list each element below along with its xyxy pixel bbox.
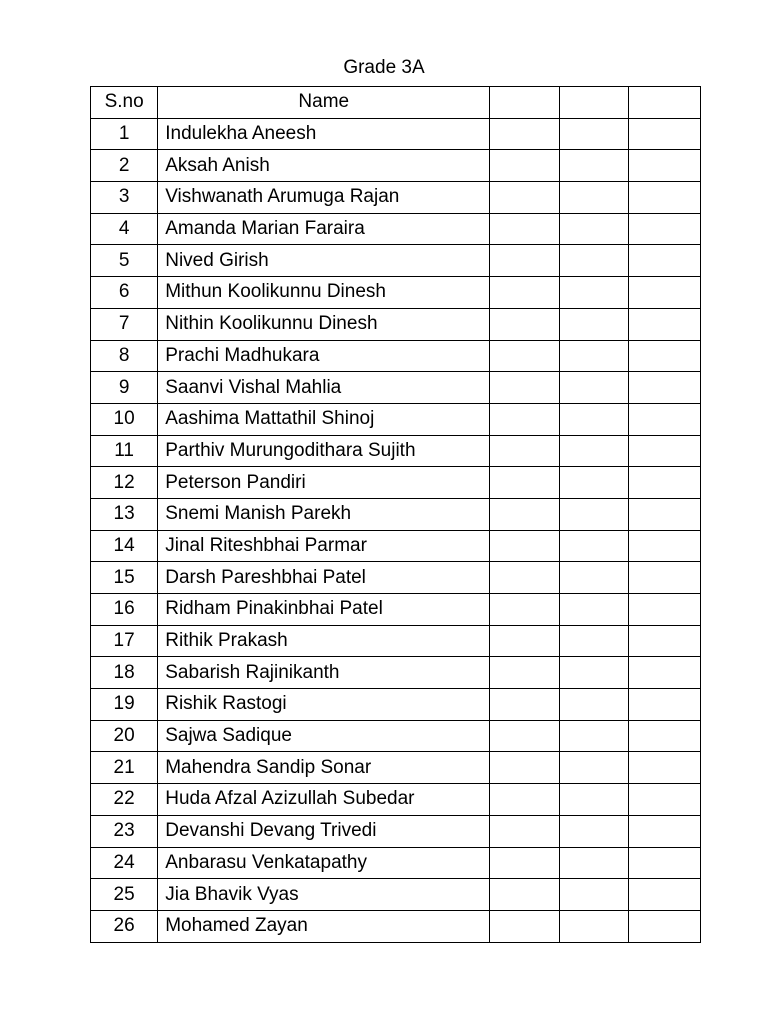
student-roster-table: [90, 86, 701, 943]
table-row: [91, 435, 701, 467]
row-blank-cell-2: [559, 182, 628, 214]
row-blank-cell-2: [559, 498, 628, 530]
row-name: Amanda Marian Faraira: [158, 213, 490, 245]
row-name: Rishik Rastogi: [158, 689, 490, 721]
table-row: [91, 277, 701, 309]
row-name: Darsh Pareshbhai Patel: [158, 562, 490, 594]
row-blank-cell-1: [490, 562, 559, 594]
row-sno: 20: [91, 720, 158, 752]
row-blank-cell-1: [490, 847, 559, 879]
row-blank-cell-3: [628, 308, 700, 340]
row-blank-cell-2: [559, 372, 628, 404]
row-sno: 16: [91, 594, 158, 626]
row-name: Devanshi Devang Trivedi: [158, 815, 490, 847]
table-row: [91, 213, 701, 245]
row-sno: 3: [91, 182, 158, 214]
row-blank-cell-1: [490, 625, 559, 657]
row-blank-cell-3: [628, 182, 700, 214]
row-name: Parthiv Murungodithara Sujith: [158, 435, 490, 467]
row-blank-cell-1: [490, 245, 559, 277]
row-sno: 19: [91, 689, 158, 721]
table-row: [91, 720, 701, 752]
row-blank-cell-3: [628, 467, 700, 499]
table-row: [91, 625, 701, 657]
row-blank-cell-3: [628, 594, 700, 626]
row-blank-cell-2: [559, 847, 628, 879]
row-blank-cell-3: [628, 340, 700, 372]
row-blank-cell-2: [559, 277, 628, 309]
row-sno: 7: [91, 308, 158, 340]
row-sno: 22: [91, 784, 158, 816]
row-blank-cell-3: [628, 625, 700, 657]
row-name: Mohamed Zayan: [158, 910, 490, 942]
header-sno: S.no: [91, 87, 158, 119]
row-sno: 15: [91, 562, 158, 594]
table-row: [91, 752, 701, 784]
row-blank-cell-2: [559, 118, 628, 150]
row-blank-cell-3: [628, 815, 700, 847]
row-blank-cell-2: [559, 403, 628, 435]
row-blank-cell-2: [559, 562, 628, 594]
row-blank-cell-2: [559, 308, 628, 340]
row-sno: 4: [91, 213, 158, 245]
row-blank-cell-3: [628, 720, 700, 752]
row-name: Peterson Pandiri: [158, 467, 490, 499]
row-sno: 21: [91, 752, 158, 784]
row-blank-cell-2: [559, 467, 628, 499]
row-name: Sabarish Rajinikanth: [158, 657, 490, 689]
row-blank-cell-1: [490, 435, 559, 467]
row-blank-cell-2: [559, 340, 628, 372]
table-row: [91, 308, 701, 340]
row-blank-cell-2: [559, 815, 628, 847]
table-body: [91, 118, 701, 942]
row-name: Huda Afzal Azizullah Subedar: [158, 784, 490, 816]
row-blank-cell-3: [628, 498, 700, 530]
table-row: [91, 815, 701, 847]
row-blank-cell-3: [628, 150, 700, 182]
header-blank-2: [559, 87, 628, 119]
row-sno: 11: [91, 435, 158, 467]
row-blank-cell-1: [490, 594, 559, 626]
row-blank-cell-3: [628, 213, 700, 245]
row-blank-cell-3: [628, 403, 700, 435]
row-blank-cell-1: [490, 752, 559, 784]
row-name: Rithik Prakash: [158, 625, 490, 657]
row-name: Anbarasu Venkatapathy: [158, 847, 490, 879]
row-blank-cell-3: [628, 847, 700, 879]
row-blank-cell-2: [559, 720, 628, 752]
row-sno: 24: [91, 847, 158, 879]
table-row: [91, 594, 701, 626]
row-blank-cell-2: [559, 530, 628, 562]
row-blank-cell-2: [559, 784, 628, 816]
table-row: [91, 498, 701, 530]
row-blank-cell-1: [490, 308, 559, 340]
row-name: Prachi Madhukara: [158, 340, 490, 372]
row-blank-cell-3: [628, 435, 700, 467]
row-sno: 5: [91, 245, 158, 277]
table-row: [91, 689, 701, 721]
row-name: Saanvi Vishal Mahlia: [158, 372, 490, 404]
row-sno: 2: [91, 150, 158, 182]
row-blank-cell-2: [559, 435, 628, 467]
row-name: Indulekha Aneesh: [158, 118, 490, 150]
row-name: Aashima Mattathil Shinoj: [158, 403, 490, 435]
row-blank-cell-2: [559, 879, 628, 911]
row-blank-cell-3: [628, 372, 700, 404]
row-blank-cell-3: [628, 752, 700, 784]
row-blank-cell-1: [490, 689, 559, 721]
row-sno: 8: [91, 340, 158, 372]
table-row: [91, 910, 701, 942]
table-row: [91, 879, 701, 911]
row-blank-cell-2: [559, 910, 628, 942]
row-blank-cell-1: [490, 784, 559, 816]
row-blank-cell-1: [490, 372, 559, 404]
row-blank-cell-1: [490, 182, 559, 214]
row-blank-cell-1: [490, 530, 559, 562]
table-row: [91, 403, 701, 435]
row-name: Snemi Manish Parekh: [158, 498, 490, 530]
row-blank-cell-3: [628, 245, 700, 277]
row-blank-cell-2: [559, 689, 628, 721]
table-header-row: [91, 87, 701, 119]
row-name: Sajwa Sadique: [158, 720, 490, 752]
row-blank-cell-1: [490, 910, 559, 942]
table-row: [91, 847, 701, 879]
row-blank-cell-1: [490, 213, 559, 245]
row-name: Mahendra Sandip Sonar: [158, 752, 490, 784]
row-name: Nived Girish: [158, 245, 490, 277]
row-name: Jia Bhavik Vyas: [158, 879, 490, 911]
row-sno: 1: [91, 118, 158, 150]
page-title: Grade 3A: [343, 57, 425, 78]
table-row: [91, 784, 701, 816]
row-blank-cell-3: [628, 530, 700, 562]
header-blank-3: [628, 87, 700, 119]
row-blank-cell-1: [490, 467, 559, 499]
row-blank-cell-3: [628, 562, 700, 594]
row-name: Ridham Pinakinbhai Patel: [158, 594, 490, 626]
table-row: [91, 150, 701, 182]
row-sno: 25: [91, 879, 158, 911]
row-blank-cell-1: [490, 403, 559, 435]
row-blank-cell-2: [559, 150, 628, 182]
row-blank-cell-3: [628, 910, 700, 942]
row-blank-cell-3: [628, 657, 700, 689]
row-sno: 10: [91, 403, 158, 435]
table-row: [91, 372, 701, 404]
row-blank-cell-2: [559, 594, 628, 626]
row-blank-cell-1: [490, 720, 559, 752]
row-blank-cell-1: [490, 879, 559, 911]
row-blank-cell-1: [490, 277, 559, 309]
row-name: Mithun Koolikunnu Dinesh: [158, 277, 490, 309]
row-sno: 6: [91, 277, 158, 309]
row-blank-cell-2: [559, 213, 628, 245]
row-sno: 18: [91, 657, 158, 689]
row-blank-cell-3: [628, 879, 700, 911]
table-row: [91, 562, 701, 594]
row-sno: 12: [91, 467, 158, 499]
row-sno: 23: [91, 815, 158, 847]
row-blank-cell-2: [559, 625, 628, 657]
table-row: [91, 118, 701, 150]
row-blank-cell-2: [559, 657, 628, 689]
row-blank-cell-1: [490, 150, 559, 182]
row-blank-cell-1: [490, 118, 559, 150]
row-sno: 17: [91, 625, 158, 657]
header-name: Name: [158, 87, 490, 119]
row-sno: 9: [91, 372, 158, 404]
table-row: [91, 340, 701, 372]
row-blank-cell-3: [628, 277, 700, 309]
table-row: [91, 467, 701, 499]
row-sno: 14: [91, 530, 158, 562]
row-sno: 26: [91, 910, 158, 942]
row-blank-cell-3: [628, 689, 700, 721]
row-blank-cell-1: [490, 498, 559, 530]
table-row: [91, 245, 701, 277]
row-name: Vishwanath Arumuga Rajan: [158, 182, 490, 214]
row-blank-cell-2: [559, 245, 628, 277]
row-name: Jinal Riteshbhai Parmar: [158, 530, 490, 562]
row-blank-cell-1: [490, 815, 559, 847]
row-blank-cell-1: [490, 340, 559, 372]
row-blank-cell-3: [628, 784, 700, 816]
row-blank-cell-2: [559, 752, 628, 784]
row-blank-cell-1: [490, 657, 559, 689]
table-row: [91, 530, 701, 562]
row-name: Nithin Koolikunnu Dinesh: [158, 308, 490, 340]
row-sno: 13: [91, 498, 158, 530]
table-row: [91, 182, 701, 214]
row-blank-cell-3: [628, 118, 700, 150]
row-name: Aksah Anish: [158, 150, 490, 182]
header-blank-1: [490, 87, 559, 119]
table-row: [91, 657, 701, 689]
